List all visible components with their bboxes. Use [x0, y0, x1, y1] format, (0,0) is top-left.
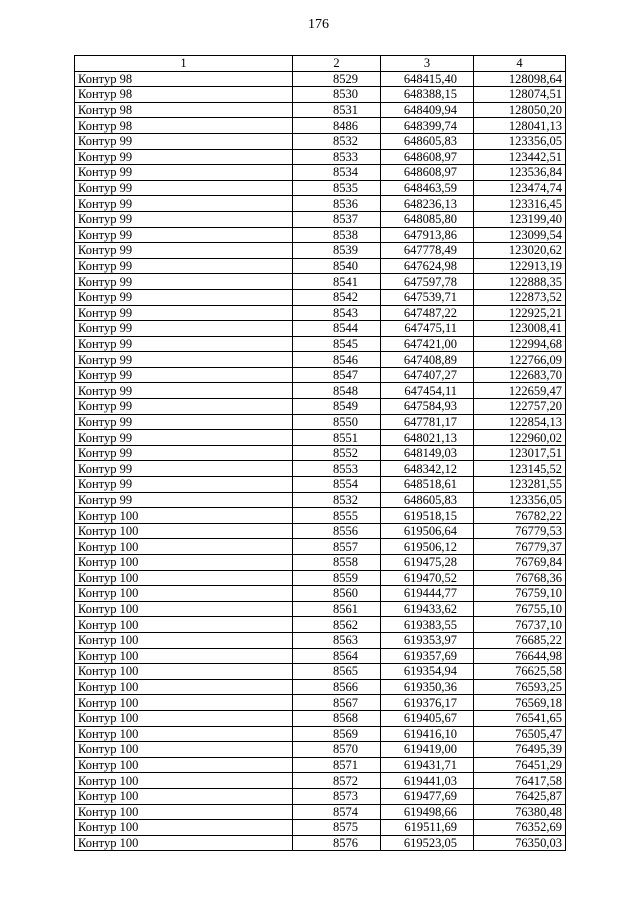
point-number-cell: 8538: [293, 227, 381, 243]
x-coordinate-cell: 619376,17: [381, 695, 474, 711]
point-number-cell: 8550: [293, 414, 381, 430]
contour-name-cell: Контур 99: [75, 430, 293, 446]
table-row: [75, 508, 566, 524]
table-row: [75, 555, 566, 571]
y-coordinate-cell: 76352,69: [474, 820, 566, 836]
x-coordinate-cell: 647913,86: [381, 227, 474, 243]
table-header: [75, 56, 566, 72]
table-row: [75, 492, 566, 508]
y-coordinate-cell: 122913,19: [474, 258, 566, 274]
contour-name-cell: Контур 100: [75, 523, 293, 539]
point-number-cell: 8542: [293, 289, 381, 305]
contour-name-cell: Контур 98: [75, 87, 293, 103]
x-coordinate-cell: 619475,28: [381, 555, 474, 571]
y-coordinate-cell: 123474,74: [474, 180, 566, 196]
contour-name-cell: Контур 100: [75, 804, 293, 820]
x-coordinate-cell: 619511,69: [381, 820, 474, 836]
contour-name-cell: Контур 100: [75, 835, 293, 851]
x-coordinate-cell: 647624,98: [381, 258, 474, 274]
point-number-cell: 8543: [293, 305, 381, 321]
x-coordinate-cell: 619416,10: [381, 726, 474, 742]
table-row: [75, 632, 566, 648]
y-coordinate-cell: 76451,29: [474, 757, 566, 773]
point-number-cell: 8574: [293, 804, 381, 820]
contour-name-cell: Контур 99: [75, 305, 293, 321]
point-number-cell: 8545: [293, 336, 381, 352]
y-coordinate-cell: 76759,10: [474, 586, 566, 602]
x-coordinate-cell: 647584,93: [381, 399, 474, 415]
table-row: [75, 757, 566, 773]
y-coordinate-cell: 76380,48: [474, 804, 566, 820]
x-coordinate-cell: 647475,11: [381, 321, 474, 337]
contour-name-cell: Контур 99: [75, 243, 293, 259]
table-row: [75, 321, 566, 337]
contour-name-cell: Контур 99: [75, 289, 293, 305]
table-row: [75, 695, 566, 711]
x-coordinate-cell: 648388,15: [381, 87, 474, 103]
x-coordinate-cell: 619350,36: [381, 679, 474, 695]
table-row: [75, 227, 566, 243]
x-coordinate-cell: 619477,69: [381, 788, 474, 804]
x-coordinate-cell: 648605,83: [381, 133, 474, 149]
point-number-cell: 8561: [293, 601, 381, 617]
table-row: [75, 820, 566, 836]
contour-name-cell: Контур 100: [75, 710, 293, 726]
point-number-cell: 8575: [293, 820, 381, 836]
y-coordinate-cell: 123145,52: [474, 461, 566, 477]
contour-name-cell: Контур 98: [75, 71, 293, 87]
point-number-cell: 8537: [293, 211, 381, 227]
contour-name-cell: Контур 100: [75, 773, 293, 789]
y-coordinate-cell: 123008,41: [474, 321, 566, 337]
y-coordinate-cell: 76505,47: [474, 726, 566, 742]
y-coordinate-cell: 76737,10: [474, 617, 566, 633]
contour-name-cell: Контур 98: [75, 118, 293, 134]
point-number-cell: 8553: [293, 461, 381, 477]
table-row: [75, 165, 566, 181]
x-coordinate-cell: 619523,05: [381, 835, 474, 851]
point-number-cell: 8551: [293, 430, 381, 446]
x-coordinate-cell: 619441,03: [381, 773, 474, 789]
point-number-cell: 8533: [293, 149, 381, 165]
contour-name-cell: Контур 100: [75, 664, 293, 680]
y-coordinate-cell: 123017,51: [474, 445, 566, 461]
contour-name-cell: Контур 100: [75, 632, 293, 648]
x-coordinate-cell: 647421,00: [381, 336, 474, 352]
point-number-cell: 8576: [293, 835, 381, 851]
x-coordinate-cell: 619433,62: [381, 601, 474, 617]
x-coordinate-cell: 619383,55: [381, 617, 474, 633]
contour-name-cell: Контур 100: [75, 617, 293, 633]
table-row: [75, 367, 566, 383]
x-coordinate-cell: 647778,49: [381, 243, 474, 259]
x-coordinate-cell: 648021,13: [381, 430, 474, 446]
point-number-cell: 8531: [293, 102, 381, 118]
contour-name-cell: Контур 99: [75, 321, 293, 337]
table-row: [75, 180, 566, 196]
x-coordinate-cell: 648415,40: [381, 71, 474, 87]
point-number-cell: 8536: [293, 196, 381, 212]
y-coordinate-cell: 122683,70: [474, 367, 566, 383]
coordinates-table: [74, 55, 566, 851]
contour-name-cell: Контур 99: [75, 180, 293, 196]
table-row: [75, 586, 566, 602]
header-col-1: 1: [75, 56, 293, 72]
y-coordinate-cell: 123316,45: [474, 196, 566, 212]
y-coordinate-cell: 76779,53: [474, 523, 566, 539]
header-col-4: 4: [474, 56, 566, 72]
x-coordinate-cell: 647487,22: [381, 305, 474, 321]
y-coordinate-cell: 128098,64: [474, 71, 566, 87]
x-coordinate-cell: 619419,00: [381, 742, 474, 758]
table-row: [75, 289, 566, 305]
x-coordinate-cell: 648085,80: [381, 211, 474, 227]
contour-name-cell: Контур 99: [75, 211, 293, 227]
contour-name-cell: Контур 99: [75, 367, 293, 383]
contour-name-cell: Контур 100: [75, 570, 293, 586]
point-number-cell: 8530: [293, 87, 381, 103]
contour-name-cell: Контур 100: [75, 555, 293, 571]
point-number-cell: 8544: [293, 321, 381, 337]
table-row: [75, 243, 566, 259]
point-number-cell: 8563: [293, 632, 381, 648]
y-coordinate-cell: 76425,87: [474, 788, 566, 804]
y-coordinate-cell: 123356,05: [474, 133, 566, 149]
contour-name-cell: Контур 99: [75, 383, 293, 399]
table-row: [75, 679, 566, 695]
contour-name-cell: Контур 100: [75, 508, 293, 524]
y-coordinate-cell: 128074,51: [474, 87, 566, 103]
x-coordinate-cell: 619405,67: [381, 710, 474, 726]
point-number-cell: 8570: [293, 742, 381, 758]
table-row: [75, 726, 566, 742]
point-number-cell: 8572: [293, 773, 381, 789]
contour-name-cell: Контур 99: [75, 274, 293, 290]
point-number-cell: 8539: [293, 243, 381, 259]
y-coordinate-cell: 76541,65: [474, 710, 566, 726]
y-coordinate-cell: 123536,84: [474, 165, 566, 181]
table-row: [75, 274, 566, 290]
contour-name-cell: Контур 99: [75, 196, 293, 212]
point-number-cell: 8535: [293, 180, 381, 196]
y-coordinate-cell: 122994,68: [474, 336, 566, 352]
table-row: [75, 305, 566, 321]
x-coordinate-cell: 619498,66: [381, 804, 474, 820]
table-row: [75, 149, 566, 165]
y-coordinate-cell: 122766,09: [474, 352, 566, 368]
x-coordinate-cell: 619431,71: [381, 757, 474, 773]
point-number-cell: 8554: [293, 477, 381, 493]
x-coordinate-cell: 647408,89: [381, 352, 474, 368]
y-coordinate-cell: 122659,47: [474, 383, 566, 399]
y-coordinate-cell: 123020,62: [474, 243, 566, 259]
x-coordinate-cell: 648409,94: [381, 102, 474, 118]
y-coordinate-cell: 123442,51: [474, 149, 566, 165]
y-coordinate-cell: 76782,22: [474, 508, 566, 524]
x-coordinate-cell: 648605,83: [381, 492, 474, 508]
y-coordinate-cell: 76755,10: [474, 601, 566, 617]
table-row: [75, 710, 566, 726]
point-number-cell: 8569: [293, 726, 381, 742]
contour-name-cell: Контур 99: [75, 445, 293, 461]
contour-name-cell: Контур 100: [75, 539, 293, 555]
point-number-cell: 8540: [293, 258, 381, 274]
contour-name-cell: Контур 100: [75, 788, 293, 804]
point-number-cell: 8534: [293, 165, 381, 181]
table-row: [75, 601, 566, 617]
y-coordinate-cell: 122925,21: [474, 305, 566, 321]
x-coordinate-cell: 619357,69: [381, 648, 474, 664]
table-row: [75, 414, 566, 430]
y-coordinate-cell: 76417,58: [474, 773, 566, 789]
table-row: [75, 648, 566, 664]
table-row: [75, 539, 566, 555]
contour-name-cell: Контур 99: [75, 477, 293, 493]
x-coordinate-cell: 619506,64: [381, 523, 474, 539]
x-coordinate-cell: 648608,97: [381, 149, 474, 165]
contour-name-cell: Контур 100: [75, 726, 293, 742]
y-coordinate-cell: 76495,39: [474, 742, 566, 758]
contour-name-cell: Контур 100: [75, 742, 293, 758]
x-coordinate-cell: 619353,97: [381, 632, 474, 648]
x-coordinate-cell: 648342,12: [381, 461, 474, 477]
point-number-cell: 8568: [293, 710, 381, 726]
y-coordinate-cell: 123356,05: [474, 492, 566, 508]
contour-name-cell: Контур 100: [75, 586, 293, 602]
y-coordinate-cell: 76593,25: [474, 679, 566, 695]
table-row: [75, 102, 566, 118]
table-row: [75, 570, 566, 586]
x-coordinate-cell: 648149,03: [381, 445, 474, 461]
y-coordinate-cell: 122960,02: [474, 430, 566, 446]
table-row: [75, 664, 566, 680]
table-row: [75, 258, 566, 274]
header-col-2: 2: [293, 56, 381, 72]
contour-name-cell: Контур 100: [75, 648, 293, 664]
point-number-cell: 8558: [293, 555, 381, 571]
point-number-cell: 8567: [293, 695, 381, 711]
point-number-cell: 8546: [293, 352, 381, 368]
table-row: [75, 211, 566, 227]
y-coordinate-cell: 128041,13: [474, 118, 566, 134]
point-number-cell: 8573: [293, 788, 381, 804]
x-coordinate-cell: 647539,71: [381, 289, 474, 305]
contour-name-cell: Контур 100: [75, 679, 293, 695]
y-coordinate-cell: 76685,22: [474, 632, 566, 648]
x-coordinate-cell: 647781,17: [381, 414, 474, 430]
contour-name-cell: Контур 98: [75, 102, 293, 118]
x-coordinate-cell: 619444,77: [381, 586, 474, 602]
table-row: [75, 399, 566, 415]
point-number-cell: 8555: [293, 508, 381, 524]
point-number-cell: 8562: [293, 617, 381, 633]
table-row: [75, 788, 566, 804]
point-number-cell: 8564: [293, 648, 381, 664]
x-coordinate-cell: 648399,74: [381, 118, 474, 134]
table-row: [75, 71, 566, 87]
contour-name-cell: Контур 99: [75, 165, 293, 181]
table-row: [75, 773, 566, 789]
contour-name-cell: Контур 99: [75, 461, 293, 477]
point-number-cell: 8532: [293, 133, 381, 149]
table-row: [75, 445, 566, 461]
x-coordinate-cell: 647597,78: [381, 274, 474, 290]
point-number-cell: 8549: [293, 399, 381, 415]
x-coordinate-cell: 647407,27: [381, 367, 474, 383]
table-row: [75, 87, 566, 103]
table-row: [75, 430, 566, 446]
point-number-cell: 8532: [293, 492, 381, 508]
point-number-cell: 8486: [293, 118, 381, 134]
header-row: [75, 56, 566, 72]
contour-name-cell: Контур 99: [75, 258, 293, 274]
point-number-cell: 8556: [293, 523, 381, 539]
table-row: [75, 804, 566, 820]
y-coordinate-cell: 122854,13: [474, 414, 566, 430]
contour-name-cell: Контур 100: [75, 820, 293, 836]
y-coordinate-cell: 76350,03: [474, 835, 566, 851]
y-coordinate-cell: 122757,20: [474, 399, 566, 415]
contour-name-cell: Контур 99: [75, 336, 293, 352]
contour-name-cell: Контур 99: [75, 227, 293, 243]
y-coordinate-cell: 128050,20: [474, 102, 566, 118]
y-coordinate-cell: 76768,36: [474, 570, 566, 586]
contour-name-cell: Контур 100: [75, 601, 293, 617]
table-row: [75, 336, 566, 352]
y-coordinate-cell: 123099,54: [474, 227, 566, 243]
table-row: [75, 196, 566, 212]
point-number-cell: 8566: [293, 679, 381, 695]
x-coordinate-cell: 619354,94: [381, 664, 474, 680]
table-row: [75, 523, 566, 539]
contour-name-cell: Контур 99: [75, 414, 293, 430]
table-row: [75, 617, 566, 633]
y-coordinate-cell: 76569,18: [474, 695, 566, 711]
y-coordinate-cell: 76625,58: [474, 664, 566, 680]
header-col-3: 3: [381, 56, 474, 72]
contour-name-cell: Контур 99: [75, 492, 293, 508]
contour-name-cell: Контур 99: [75, 149, 293, 165]
table-body: [75, 71, 566, 851]
contour-name-cell: Контур 99: [75, 133, 293, 149]
point-number-cell: 8529: [293, 71, 381, 87]
point-number-cell: 8565: [293, 664, 381, 680]
y-coordinate-cell: 122888,35: [474, 274, 566, 290]
x-coordinate-cell: 619470,52: [381, 570, 474, 586]
x-coordinate-cell: 648608,97: [381, 165, 474, 181]
contour-name-cell: Контур 99: [75, 399, 293, 415]
point-number-cell: 8559: [293, 570, 381, 586]
y-coordinate-cell: 123199,40: [474, 211, 566, 227]
x-coordinate-cell: 648463,59: [381, 180, 474, 196]
table-row: [75, 133, 566, 149]
point-number-cell: 8560: [293, 586, 381, 602]
y-coordinate-cell: 123281,55: [474, 477, 566, 493]
point-number-cell: 8552: [293, 445, 381, 461]
x-coordinate-cell: 619506,12: [381, 539, 474, 555]
table-row: [75, 835, 566, 851]
point-number-cell: 8541: [293, 274, 381, 290]
table-row: [75, 118, 566, 134]
y-coordinate-cell: 122873,52: [474, 289, 566, 305]
table-row: [75, 742, 566, 758]
point-number-cell: 8547: [293, 367, 381, 383]
table-row: [75, 461, 566, 477]
x-coordinate-cell: 648518,61: [381, 477, 474, 493]
contour-name-cell: Контур 99: [75, 352, 293, 368]
y-coordinate-cell: 76769,84: [474, 555, 566, 571]
point-number-cell: 8557: [293, 539, 381, 555]
contour-name-cell: Контур 100: [75, 695, 293, 711]
page-number: 176: [308, 17, 329, 32]
contour-name-cell: Контур 100: [75, 757, 293, 773]
table-row: [75, 383, 566, 399]
table-row: [75, 477, 566, 493]
x-coordinate-cell: 647454,11: [381, 383, 474, 399]
point-number-cell: 8571: [293, 757, 381, 773]
x-coordinate-cell: 619518,15: [381, 508, 474, 524]
x-coordinate-cell: 648236,13: [381, 196, 474, 212]
table-row: [75, 352, 566, 368]
y-coordinate-cell: 76779,37: [474, 539, 566, 555]
point-number-cell: 8548: [293, 383, 381, 399]
y-coordinate-cell: 76644,98: [474, 648, 566, 664]
